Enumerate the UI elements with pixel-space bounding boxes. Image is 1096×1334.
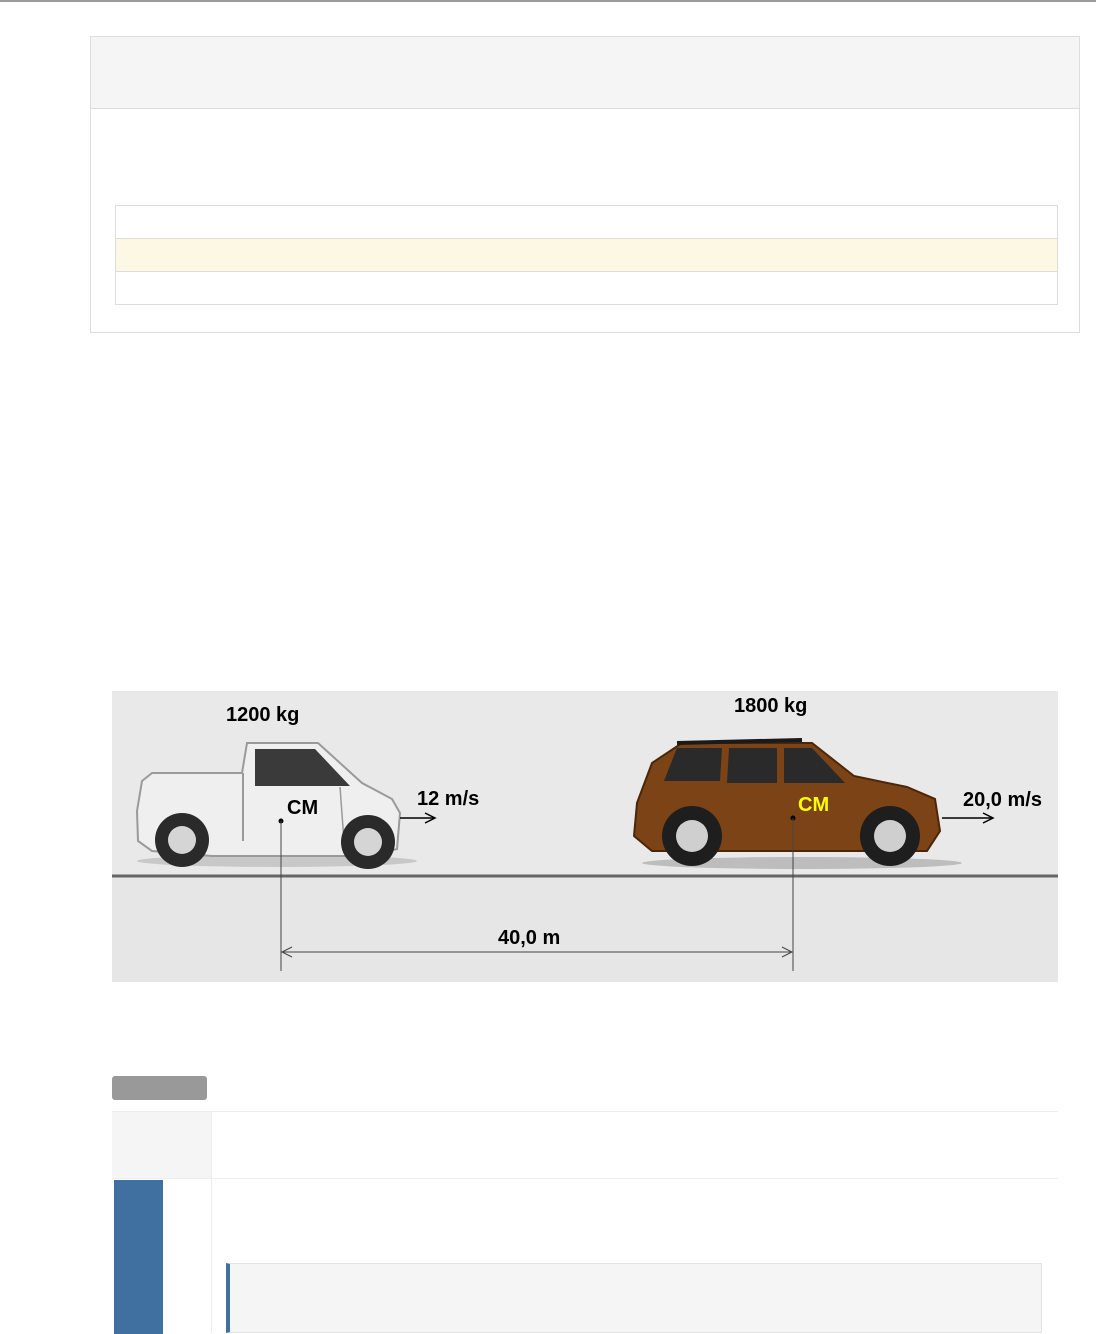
- panel-table: [115, 205, 1058, 305]
- table-row: [116, 206, 1058, 239]
- speed-left-label: 12 m/s: [417, 788, 480, 810]
- cars-illustration: [112, 691, 1058, 982]
- cm-left-label: CM: [287, 797, 319, 819]
- mass-left-label: 1200 kg: [226, 704, 300, 726]
- table-row-highlighted: [116, 239, 1058, 272]
- answer-indicator: [114, 1180, 163, 1334]
- content-panel: [90, 36, 1080, 333]
- label-badge: [112, 1076, 207, 1100]
- table-row: [116, 272, 1058, 305]
- top-divider: [0, 0, 1096, 2]
- cm-right-label: CM: [798, 794, 830, 816]
- distance-label: 40,0 m: [498, 927, 561, 949]
- panel-header: [91, 37, 1079, 109]
- physics-figure: [112, 691, 1058, 982]
- blockquote: [226, 1263, 1042, 1333]
- question-body: [211, 1112, 1058, 1178]
- mass-right-label: 1800 kg: [734, 695, 808, 717]
- question-row: [112, 1111, 1058, 1178]
- question-gutter: [112, 1112, 211, 1178]
- speed-right-label: 20,0 m/s: [963, 789, 1042, 811]
